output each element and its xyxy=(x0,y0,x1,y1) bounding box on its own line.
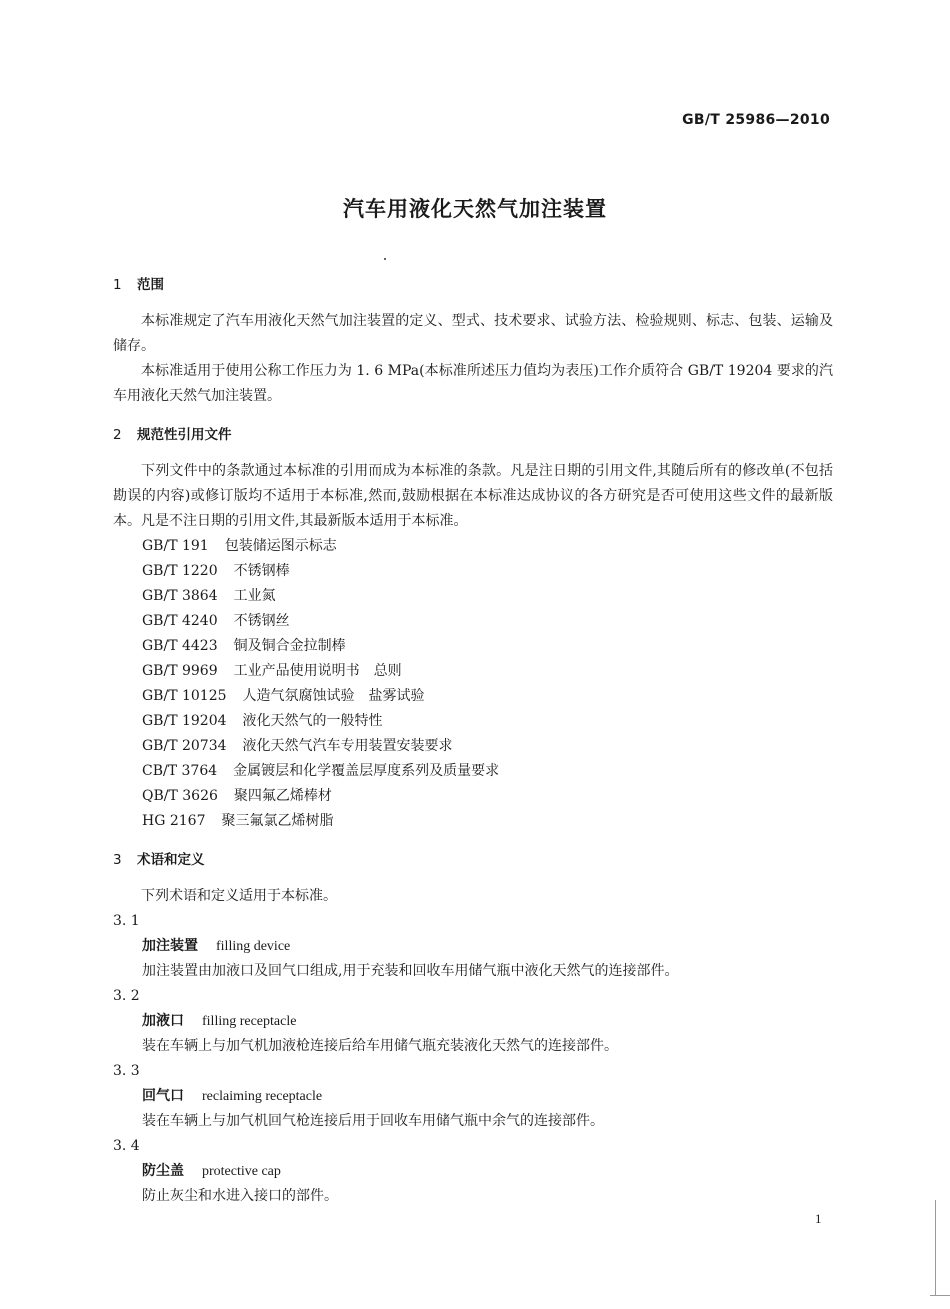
term-zh: 加注装置 xyxy=(142,938,198,954)
scan-edge-line xyxy=(935,1200,936,1296)
term-definition: 装在车辆上与加气机加液枪连接后给车用储气瓶充装液化天然气的连接部件。 xyxy=(142,1038,618,1054)
term-en: filling device xyxy=(216,939,291,954)
reference-code: GB/T 19204 xyxy=(142,713,227,729)
term-zh: 加液口 xyxy=(142,1013,184,1029)
reference-item xyxy=(142,809,833,834)
reference-name: 铜及铜合金拉制棒 xyxy=(233,638,346,654)
reference-code: QB/T 3626 xyxy=(142,788,218,804)
reference-name: 金属镀层和化学覆盖层厚度系列及质量要求 xyxy=(233,763,500,779)
reference-code: GB/T 1220 xyxy=(142,563,218,579)
reference-name: 不锈钢丝 xyxy=(233,613,290,629)
reference-item xyxy=(142,759,833,784)
reference-code: GB/T 10125 xyxy=(142,688,227,704)
reference-item xyxy=(142,734,833,759)
reference-name: 工业产品使用说明书 总则 xyxy=(233,663,402,679)
standard-code: GB/T 25986—2010 xyxy=(682,112,830,128)
reference-item xyxy=(142,584,833,609)
scope-paragraph: 本标准适用于使用公称工作压力为 1. 6 MPa(本标准所述压力值均为表压)工作介质符合 GB/T 19204 要求的汽车用液化天然气加注装置。 xyxy=(113,363,833,404)
scope-paragraph: 本标准规定了汽车用液化天然气加注装置的定义、型式、技术要求、试验方法、检验规则、标志、包装、运输及储存。 xyxy=(113,313,833,354)
reference-code: GB/T 20734 xyxy=(142,738,227,754)
document-title: 汽车用液化天然气加注装置 xyxy=(343,197,607,221)
term-zh: 回气口 xyxy=(142,1088,184,1104)
terms-intro: 下列术语和定义适用于本标准。 xyxy=(141,888,337,904)
reference-code: GB/T 191 xyxy=(142,538,209,554)
reference-code: HG 2167 xyxy=(142,813,206,829)
term-en: protective cap xyxy=(202,1164,281,1179)
section-heading-terms xyxy=(113,849,833,871)
section-title: 范围 xyxy=(137,277,164,293)
clause-number: 3. 4 xyxy=(113,1138,140,1154)
references-intro: 下列文件中的条款通过本标准的引用而成为本标准的条款。凡是注日期的引用文件,其随后所有的修改单(不包括勘误的内容)或修订版均不适用于本标准,然而,鼓励根据在本标准达成协议的各方研究是否可使用这些文件的最新版本。凡是不注日期的引用文件,其最新版本适用于本标准。 xyxy=(113,463,833,529)
term-heading xyxy=(142,1084,833,1109)
clause-number: 3. 3 xyxy=(113,1063,140,1079)
reference-item xyxy=(142,684,833,709)
section-title: 术语和定义 xyxy=(137,852,205,868)
reference-name: 液化天然气的一般特性 xyxy=(242,713,383,729)
reference-name: 聚三氟氯乙烯树脂 xyxy=(221,813,334,829)
clause-number: 3. 1 xyxy=(113,913,140,929)
scan-speck xyxy=(384,258,386,260)
reference-item xyxy=(142,784,833,809)
clause-number: 3. 2 xyxy=(113,988,140,1004)
section-number: 3 xyxy=(113,852,122,868)
reference-item xyxy=(142,709,833,734)
section-number: 2 xyxy=(113,427,122,443)
reference-item xyxy=(142,634,833,659)
term-heading xyxy=(142,1159,833,1184)
reference-name: 人造气氛腐蚀试验 盐雾试验 xyxy=(242,688,425,704)
reference-name: 液化天然气汽车专用装置安装要求 xyxy=(242,738,453,754)
term-heading xyxy=(142,934,833,959)
document-body xyxy=(113,274,833,1209)
term-zh: 防尘盖 xyxy=(142,1163,184,1179)
reference-list xyxy=(142,534,833,834)
reference-code: GB/T 9969 xyxy=(142,663,218,679)
term-en: filling receptacle xyxy=(202,1014,297,1029)
section-heading-scope xyxy=(113,274,833,296)
term-definition: 加注装置由加液口及回气口组成,用于充装和回收车用储气瓶中液化天然气的连接部件。 xyxy=(142,963,679,979)
reference-name: 包装储运图示标志 xyxy=(224,538,337,554)
reference-code: GB/T 4240 xyxy=(142,613,218,629)
term-en: reclaiming receptacle xyxy=(202,1089,323,1104)
term-heading xyxy=(142,1009,833,1034)
term-definition: 装在车辆上与加气机回气枪连接后用于回收车用储气瓶中余气的连接部件。 xyxy=(142,1113,604,1129)
page-number: 1 xyxy=(815,1211,822,1226)
reference-code: GB/T 3864 xyxy=(142,588,218,604)
section-title: 规范性引用文件 xyxy=(137,427,232,443)
section-heading-normative-references xyxy=(113,424,833,446)
reference-name: 聚四氟乙烯棒材 xyxy=(233,788,332,804)
reference-item xyxy=(142,659,833,684)
reference-name: 工业氮 xyxy=(233,588,276,604)
reference-item xyxy=(142,609,833,634)
scan-edge-tick xyxy=(930,1295,950,1296)
section-number: 1 xyxy=(113,277,122,293)
reference-code: CB/T 3764 xyxy=(142,763,218,779)
reference-code: GB/T 4423 xyxy=(142,638,218,654)
term-definition: 防止灰尘和水进入接口的部件。 xyxy=(142,1188,338,1204)
reference-item xyxy=(142,559,833,584)
reference-item xyxy=(142,534,833,559)
reference-name: 不锈钢棒 xyxy=(233,563,290,579)
